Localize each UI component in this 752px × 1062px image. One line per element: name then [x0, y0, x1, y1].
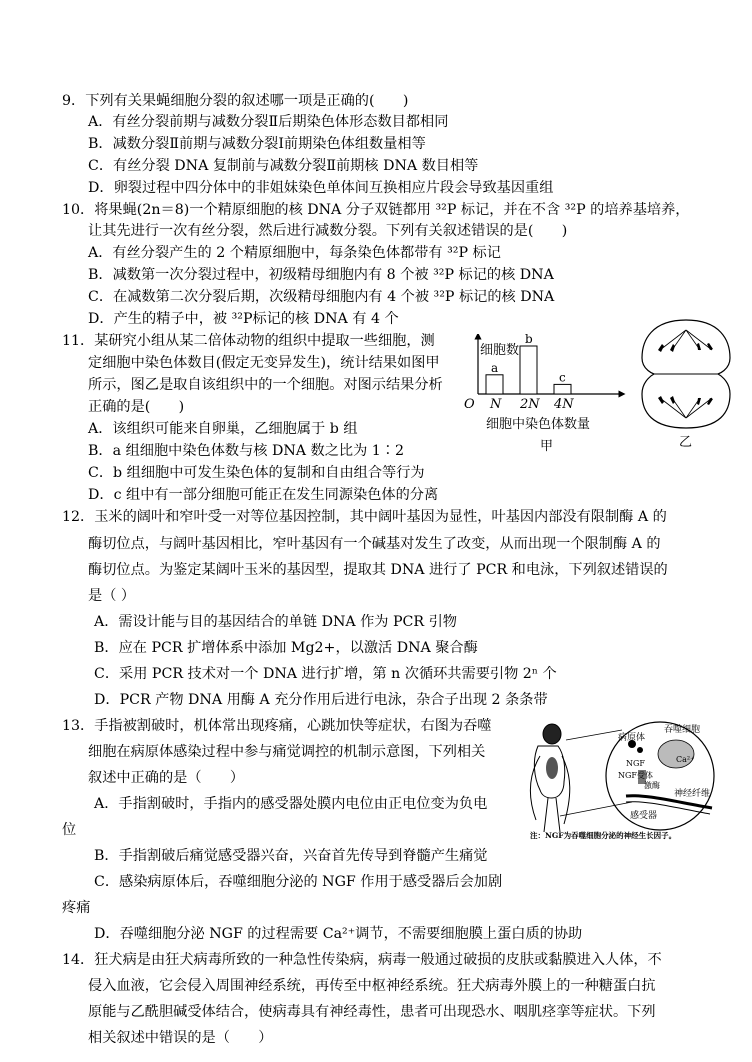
bar-label-b: b: [525, 334, 533, 346]
q13-option-b: B．手指割破后痛觉感受器兴奋，兴奋首先传导到脊髓产生痛觉: [94, 848, 488, 864]
q9-stem: 9．下列有关果蝇细胞分裂的叙述哪一项是正确的( ): [62, 93, 409, 109]
q12-option-b: B．应在 PCR 扩增体系中添加 Mg2+，以激活 DNA 聚合酶: [94, 640, 478, 656]
origin-label: O: [464, 397, 475, 412]
q11-option-b: B．a 组细胞中染色体数与核 DNA 数之比为 1∶2: [88, 443, 405, 459]
bar-b: [520, 346, 537, 394]
q11-option-a: A．该组织可能来自卵巢，乙细胞属于 b 组: [88, 421, 358, 437]
q14-stem-line: 14．狂犬病是由狂犬病毒所致的一种急性传染病，病毒一般通过破损的皮肤或黏膜进入人体，不: [62, 952, 662, 968]
q13-option-c-cont: 疼痛: [62, 900, 91, 916]
x-axis-label: 细胞中染色体数量: [486, 417, 591, 432]
q10-option-c: C．在减数第二次分裂后期，次级精母细胞内有 4 个被 ³²P 标记的核 DNA: [88, 289, 555, 305]
figure-q13-mechanism: [526, 716, 740, 842]
q14-stem-line: 原能与乙酰胆碱受体结合，使病毒具有神经毒性，患者可出现恐水、咽肌痉挛等症状。下列: [88, 1004, 656, 1020]
label-macrophage: 吞噬细胞: [664, 725, 701, 735]
q12-option-a: A．需设计能与目的基因结合的单链 DNA 作为 PCR 引物: [94, 614, 457, 630]
q12-stem-line: 酶切位点。为鉴定某阔叶玉米的基因型，提取其 DNA 进行了 PCR 和电泳，下列叙述错误的: [88, 562, 668, 578]
figure-jia-caption: 甲: [540, 439, 554, 454]
q14-stem-line: 相关叙述中错误的是（ ）: [88, 1030, 273, 1046]
q12-option-c: C．采用 PCR 技术对一个 DNA 进行扩增，第 n 次循环共需要引物 2ⁿ 个: [94, 666, 557, 682]
q13-option-a: A．手指割破时，手指内的感受器处膜内电位由正电位变为负电: [94, 796, 488, 812]
q10-option-a: A．有丝分裂产生的 2 个精原细胞中，每条染色体都带有 ³²P 标记: [88, 245, 501, 261]
figure-yi-cell: [636, 318, 736, 450]
q11-option-d: D．c 组中有一部分细胞可能正在发生同源染色体的分离: [88, 487, 439, 503]
q13-stem-line: 叙述中正确的是（ ）: [88, 770, 245, 786]
human-silhouette: [530, 724, 569, 832]
q13-option-c: C．感染病原体后，吞噬细胞分泌的 NGF 作用于感受器后会加剧: [94, 874, 503, 890]
q11-stem-line: 正确的是( ): [88, 399, 185, 415]
q11-option-c: C．b 组细胞中可发生染色体的复制和自由组合等行为: [88, 465, 425, 481]
x-tick-label: 4N: [554, 397, 574, 412]
bar-a: [486, 375, 503, 394]
q14-stem-line: 侵入血液，它会侵入周围神经系统，再传至中枢神经系统。狂犬病毒外膜上的一种糖蛋白抗: [88, 978, 656, 994]
bar-label-c: c: [559, 370, 566, 385]
q12-stem-line: 是（ ）: [88, 588, 136, 604]
label-ca: Ca²⁺: [676, 755, 695, 764]
q13-stem-line: 13．手指被割破时，机体常出现疼痛，心跳加快等症状，右图为吞噬: [62, 718, 492, 734]
q13-option-a-cont: 位: [62, 822, 77, 838]
q13-stem-line: 细胞在病原体感染过程中参与痛觉调控的机制示意图，下列相关: [88, 744, 486, 760]
label-ngf-receptor: NGF受体: [618, 771, 653, 780]
x-tick-label: 2N: [520, 397, 540, 412]
q10-stem-line: 让其先进行一次有丝分裂，然后进行减数分裂。下列有关叙述错误的是( ): [88, 223, 568, 239]
q11-stem-line: 定细胞中染色体数目(假定无变异发生)，统计结果如图甲: [88, 355, 440, 371]
q11-stem-line: 11．某研究小组从某二倍体动物的组织中提取一些细胞，测: [62, 333, 435, 349]
q12-stem-line: 酶切位点，与阔叶基因相比，窄叶基因有一个碱基对发生了改变，从而出现一个限制酶 A 的: [88, 536, 661, 552]
label-pathogen: 病原体: [618, 733, 646, 743]
y-axis-label: 细胞数: [480, 343, 520, 358]
q10-option-b: B．减数第一次分裂过程中，初级精母细胞内有 8 个被 ³²P 标记的核 DNA: [88, 267, 554, 283]
q11-stem-line: 所示，图乙是取自该组织中的一个细胞。对图示结果分析: [88, 377, 443, 393]
q12-stem-line: 12．玉米的阔叶和窄叶受一对等位基因控制，其中阔叶基因为显性，叶基因内部没有限制酶 A 的: [62, 509, 667, 525]
q10-stem-line: 10．将果蝇(2n＝8)一个精原细胞的核 DNA 分子双链都用 ³²P 标记，并在不含 ³²P 的培养基培养，: [62, 202, 690, 218]
x-tick-label: N: [490, 397, 502, 412]
figure-q13-note: 注：NGF为吞噬细胞分泌的神经生长因子。: [530, 831, 677, 840]
q12-option-d: D．PCR 产物 DNA 用酶 A 充分作用后进行电泳，杂合子出现 2 条条带: [94, 692, 548, 708]
label-kinase: 激酶: [644, 781, 660, 790]
label-ngf: NGF: [626, 759, 645, 768]
q9-option-b: B．减数分裂Ⅱ前期与减数分裂Ⅰ前期染色体组数量相等: [88, 136, 426, 152]
q9-option-c: C．有丝分裂 DNA 复制前与减数分裂Ⅱ前期核 DNA 数目相等: [88, 158, 479, 174]
bar-c: [554, 384, 571, 394]
q13-option-d: D．吞噬细胞分泌 NGF 的过程需要 Ca²⁺调节，不需要细胞膜上蛋白质的协助: [94, 926, 583, 942]
label-nerve-fiber: 神经纤维: [674, 789, 711, 799]
label-receptor: 感受器: [630, 811, 658, 821]
bar-label-a: a: [491, 360, 499, 375]
figure-yi-caption: 乙: [679, 435, 693, 450]
figure-jia-chart: [456, 334, 628, 460]
q10-option-d: D．产生的精子中，被 ³²P标记的核 DNA 有 4 个: [88, 311, 399, 327]
q9-option-a: A．有丝分裂前期与减数分裂Ⅱ后期染色体形态数目都相同: [88, 114, 449, 130]
q9-option-d: D．卵裂过程中四分体中的非姐妹染色单体间互换相应片段会导致基因重组: [88, 180, 554, 196]
